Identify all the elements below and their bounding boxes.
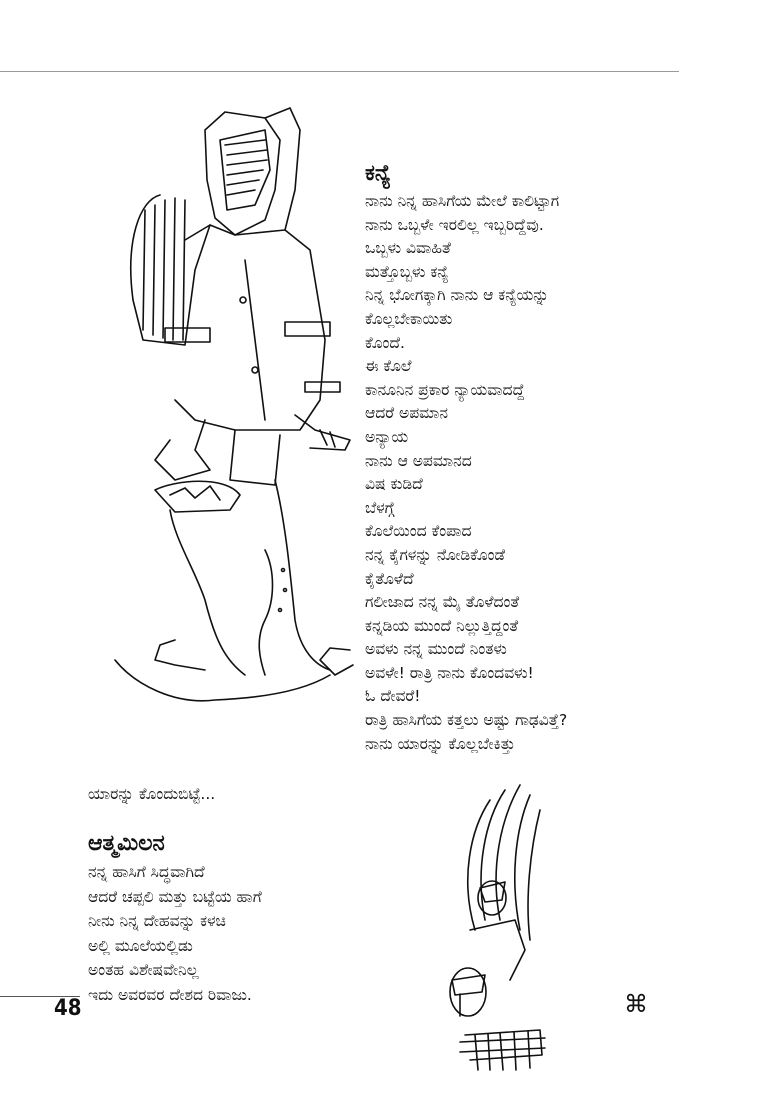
- poem-line: ಗಲೀಜಾದ ನನ್ನ ಮೈ ತೊಳೆದಂತೆ: [365, 593, 520, 612]
- poem-continuation: ಯಾರನ್ನು ಕೊಂದುಬಿಟ್ಟೆ...: [88, 785, 216, 803]
- poem-title: ಕನ್ಯೆ: [365, 161, 392, 186]
- poem-line: ಅನ್ಯಾಯ: [365, 427, 409, 446]
- figures-illustration: [115, 100, 360, 710]
- poem-line: ಓ ದೇವರೆ!: [365, 687, 421, 706]
- header-rule: [0, 71, 679, 72]
- poem-line: ಕೊಲೆಯಿಂದ ಕೆಂಪಾದ: [365, 522, 472, 541]
- poem-line: ನಾನು ಒಬ್ಬಳೇ ಇರಲಿಲ್ಲ ಇಬ್ಬರಿದ್ದೆವು.: [365, 215, 544, 234]
- poem-line: ನನ್ನ ಹಾಸಿಗೆ ಸಿದ್ಧವಾಗಿದೆ: [88, 863, 205, 881]
- poem-line: ಕೊಲ್ಲಬೇಕಾಯಿತು: [365, 309, 453, 328]
- poem-line: ಕನ್ನಡಿಯ ಮುಂದೆ ನಿಲ್ಲುತ್ತಿದ್ದಂತೆ: [365, 616, 519, 635]
- poem-atmamilana: [88, 830, 262, 1007]
- poem-line: ಆದರೆ ಅಪಮಾನ: [365, 404, 448, 423]
- poem-kanye: [365, 160, 567, 756]
- poem-line: ಕಾನೂನಿನ ಪ್ರಕಾರ ನ್ಯಾಯವಾದದ್ದೆ: [365, 380, 525, 399]
- poem-line: ಇದು ಅವರವರ ದೇಶದ ರಿವಾಜು.: [88, 985, 252, 1004]
- poem-line: ಅಲ್ಲಿ ಮೂಲೆಯಲ್ಲಿಡು: [88, 936, 193, 955]
- poem-line: ಮತ್ತೊಬ್ಬಳು ಕನ್ಯೆ: [365, 262, 449, 281]
- poem-line: ಅಂತಹ ವಿಶೇಷವೇನಿಲ್ಲ: [88, 961, 199, 979]
- poem-line: ನೀನು ನಿನ್ನ ದೇಹವನ್ನು ಕಳಚಿ: [88, 912, 226, 930]
- poem-title: ಆತ್ಮಮಿಲನ: [88, 831, 165, 856]
- poem-line: ವಿಷ ಕುಡಿದೆ: [365, 475, 423, 494]
- page-number: 48: [54, 996, 82, 1021]
- poem-line: ಈ ಕೊಲೆ: [365, 357, 412, 376]
- poem-line: ರಾತ್ರಿ ಹಾಸಿಗೆಯ ಕತ್ತಲು ಅಷ್ಟು ಗಾಢವಿತ್ತೆ?: [365, 711, 568, 730]
- poem-line: ಅವಳೇ! ರಾತ್ರಿ ನಾನು ಕೊಂದವಳು!: [365, 663, 534, 682]
- end-mark-icon: ⌘: [624, 990, 648, 1018]
- poem-line: ನಾನು ಯಾರನ್ನು ಕೊಲ್ಲಬೇಕಿತ್ತು: [365, 734, 516, 753]
- falling-figure-illustration: [430, 780, 560, 1080]
- poem-line: ಕೈತೊಳೆದೆ: [365, 569, 414, 588]
- poem-line: ನಾನು ನಿನ್ನ ಹಾಸಿಗೆಯ ಮೇಲೆ ಕಾಲಿಟ್ಟಾಗ: [365, 192, 560, 210]
- poem-line: ನನ್ನ ಕೈಗಳನ್ನು ನೋಡಿಕೊಂಡೆ: [365, 545, 506, 564]
- poem-line: ಬೆಳಗ್ಗೆ: [365, 498, 395, 517]
- poem-line: ಅವಳು ನನ್ನ ಮುಂದೆ ನಿಂತಳು: [365, 640, 507, 659]
- poem-line: ನಿನ್ನ ಭೋಗಕ್ಕಾಗಿ ನಾನು ಆ ಕನ್ಯೆಯನ್ನು: [365, 286, 549, 305]
- poem-line: ನಾನು ಆ ಅಪಮಾನದ: [365, 451, 472, 470]
- poem-line: ಕೊಂದೆ.: [365, 333, 405, 352]
- poem-line: ಒಬ್ಬಳು ವಿವಾಹಿತೆ: [365, 239, 451, 258]
- poem-line: ಆದರೆ ಚಪ್ಪಲಿ ಮತ್ತು ಬಟ್ಟೆಯ ಹಾಗೆ: [88, 887, 262, 906]
